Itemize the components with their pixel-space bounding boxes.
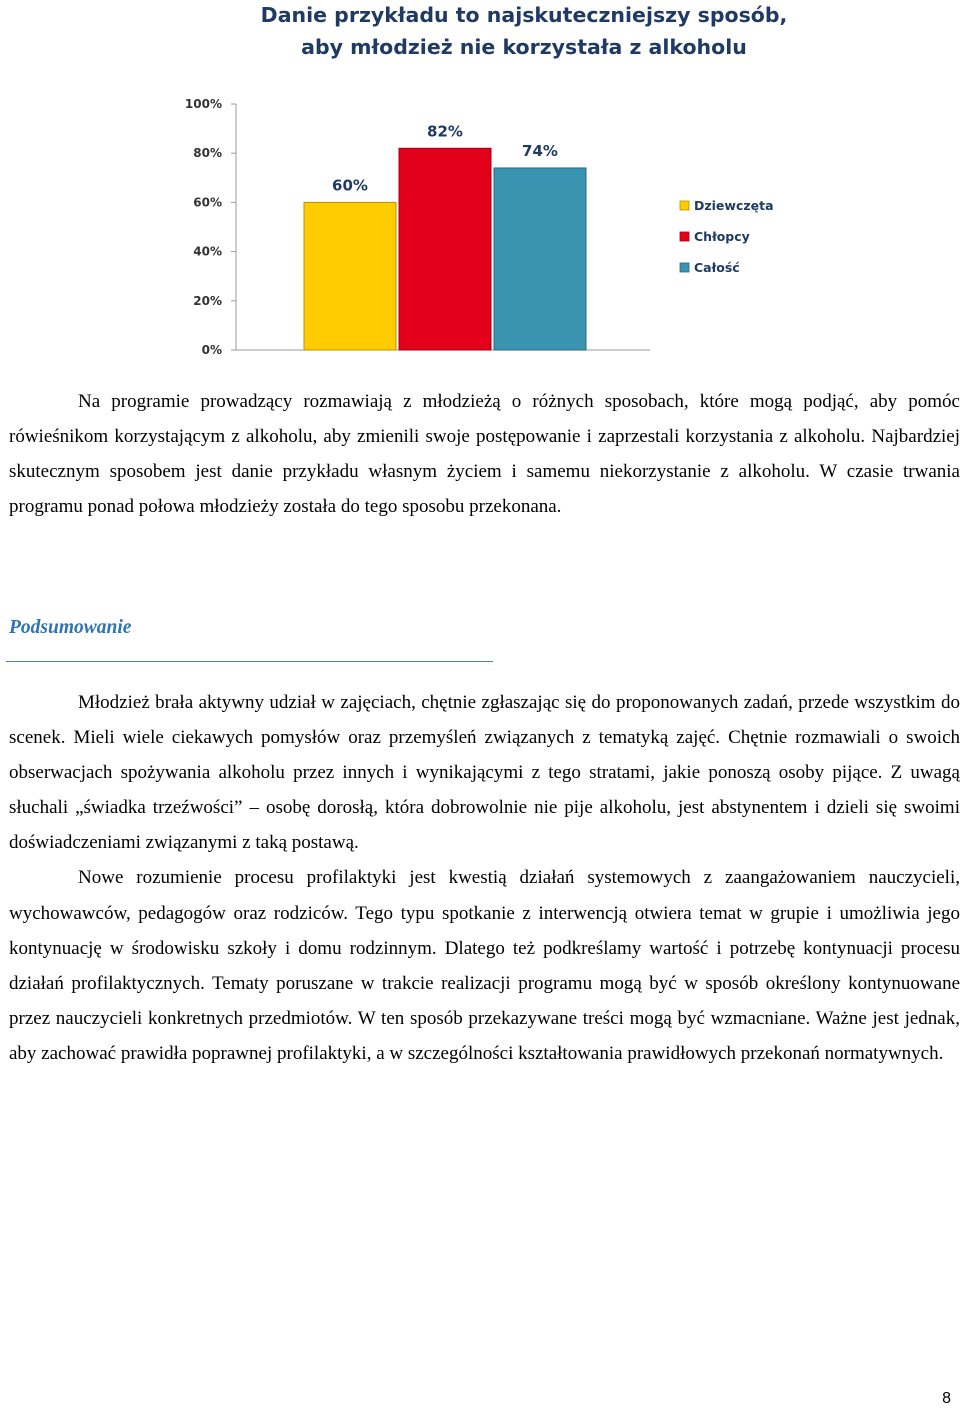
chart-title-line-1: Danie przykładu to najskuteczniejszy sposób, [260,3,788,27]
legend-label-1: Dziewczęta [694,198,774,213]
y-tick-label: 40% [193,244,222,259]
data-label-1: 60% [332,176,368,195]
y-tick-label: 20% [193,293,222,308]
legend-swatch-1 [680,201,689,210]
chart-title-line-2: aby młodzież nie korzystała z alkoholu [301,35,747,59]
bar-2 [399,148,491,350]
legend-label-3: Całość [694,260,740,275]
data-label-2: 82% [427,122,463,141]
paragraph-summary-participation: Młodzież brała aktywny udział w zajęciach, chętnie zgłaszając się do proponowanych zadań, przede wszystkim do scenek. Mieli wiele ciekawych pomysłów oraz przemyśleń związanych z tematyką zajęć. Chętnie rozmawiali o swoich obserwacjach spożywania alkoholu przez innych i wynikającymi z tego stratami, jakie ponoszą osoby pijące. Z uwagą słuchali „świadka trzeźwości” – osobę dorosłą, która dobrowolnie nie pije alkoholu, jest abstynentem i dzieli się swoimi doświadczeniami związanymi z taką postawą. [9,692,960,854]
bar-3 [494,168,586,350]
y-tick-label: 60% [193,195,222,210]
y-tick-label: 100% [184,97,222,111]
y-tick-label: 0% [201,343,222,357]
bar-chart-svg [0,0,960,370]
legend-swatch-2 [680,232,689,241]
bar-1 [304,202,396,350]
bar-chart [0,0,960,370]
intro-text-block [9,384,960,524]
paragraph-chart-commentary: Na programie prowadzący rozmawiają z młodzieżą o różnych sposobach, które mogą podjąć, aby pomóc rówieśnikom korzystającym z alkoholu, aby zmienili swoje postępowanie i zaprzestali korzystania z alkoholu. Najbardziej skutecznym sposobem jest danie przykładu własnym życiem i samemu niekorzystanie z alkoholu. W czasie trwania programu ponad połowa młodzieży została do tego sposobu przekonana. [9,391,960,518]
page-number: 8 [942,1390,951,1407]
legend-label-2: Chłopcy [694,229,750,244]
legend-swatch-3 [680,263,689,272]
heading-underline [6,661,493,662]
section-heading-summary: Podsumowanie [9,617,132,638]
y-tick-label: 80% [193,146,222,161]
summary-text-block [9,685,960,1071]
paragraph-summary-prevention: Nowe rozumienie procesu profilaktyki jest kwestią działań systemowych z zaangażowaniem nauczycieli, wychowawców, pedagogów oraz rodziców. Tego typu spotkanie z interwencją otwiera temat w grupie i umożliwia jego kontynuację w środowisku szkoły i domu rodzinnym. Dlatego też podkreślamy wartość i potrzebę kontynuacji procesu działań profilaktycznych. Tematy poruszane w trakcie realizacji programu mogą być w sposób określony kontynuowane przez nauczycieli konkretnych przedmiotów. W ten sposób przekazywane treści mogą być wzmacniane. Ważne jest jednak, aby zachować prawidła poprawnej profilaktyki, a w szczególności kształtowania prawidłowych przekonań normatywnych. [9,867,960,1064]
data-label-3: 74% [522,141,558,160]
